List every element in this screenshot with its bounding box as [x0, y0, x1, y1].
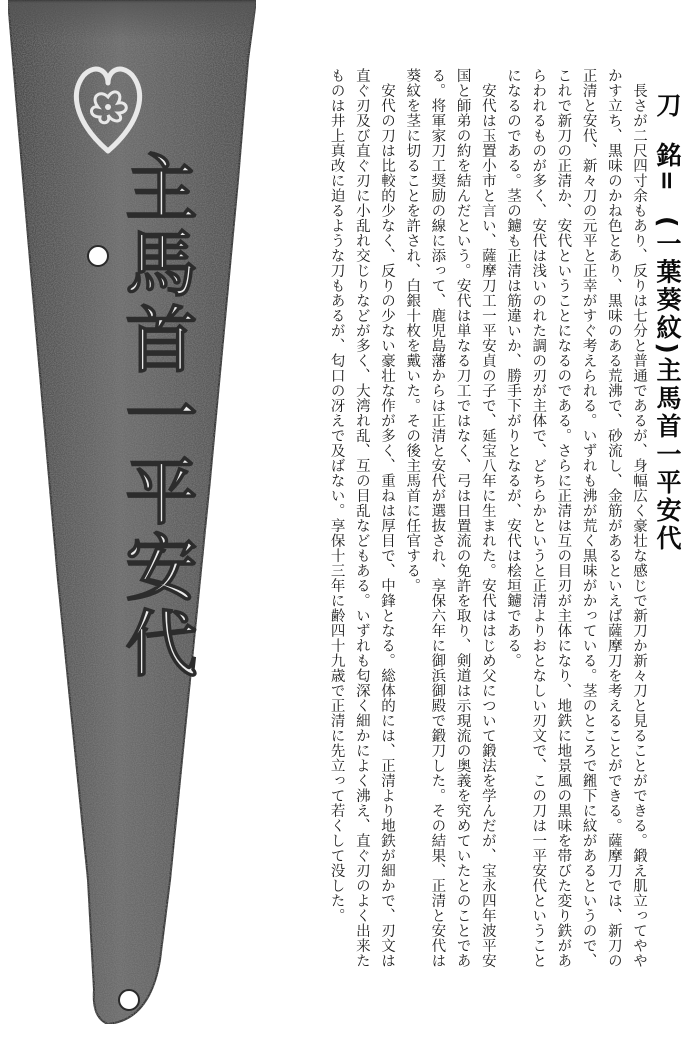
text-column: 安代の刀は比較的少なく、反りの少ない豪壮な作が多く、重ねは厚目で、中鋒となる。総体的には、正清より地鉄が細かで、刃文は [379, 68, 395, 968]
text-column: これで新刀の正清か、安代ということになるのである。さらに正清は互の目刃が主体になり、地鉄に地景風の黒味を帯びた変り鉄があ [555, 68, 572, 968]
article-title [655, 92, 680, 553]
text-column: る。将軍家刀工奨励の線に添って、鹿児島藩からは正清と安代が選抜され、享保六年に御浜御殿で鍛刀した。その結果、正清と安代は [429, 68, 446, 968]
title-smith: 主馬首一平安代 [653, 356, 682, 553]
text-column: ものは井上真改に迫るような刀もあるが、匂口の冴えで及ばない。享保十三年に齢四十九歳で正清に先立って若くして没した。 [328, 68, 345, 923]
title-crest: (一葉葵紋) [653, 215, 682, 357]
title-mei: 銘 [653, 142, 682, 170]
mekugi-hole-icon [119, 990, 139, 1010]
text-column: 安代は玉置小市と言い、薩摩刀工一平安貞の子で、延宝八年に生まれた。安代ははじめ父について鍛法を学んだが、宝永四年波平安 [479, 68, 496, 968]
mei-inscription: 主馬首一平安代 [113, 150, 199, 682]
text-column: 葵紋を茎に切ることを許され、白銀十枚を戴いた。その後主馬首に任官する。 [404, 68, 421, 593]
text-column: 国と師弟の約を結んだという。安代は単なる刀工ではなく、弓は日置流の免許を取り、剣道は示現流の奥義を究めていたとのことであ [454, 68, 471, 968]
text-column: かす立ち、黒味のかね色とあり、黒味のある荒沸で、砂流し、金筋があるといえば薩摩刀を考えることができる。薩摩刀では、新刀の [605, 68, 622, 968]
text-column: らわれるものが多く、安代は浅いのれた調の刃が主体で、どちらかというと正清よりおとなしい刃文で、この刀は一平安代ということ [530, 68, 547, 968]
title-blade-type: 刀 [653, 92, 682, 120]
sword-tang-image [0, 0, 330, 1050]
text-column: 直ぐ刃及び直ぐ刃に小乱れ交じりなどが多く、大湾れ乱、互の目乱などもある。いずれも匂深く細かによく沸え、直ぐ刃のよく出来た [353, 68, 370, 968]
mekugi-hole-icon [88, 246, 108, 266]
text-column: 長さが二尺四寸余もあり、反りは七分と普通であるが、身幅広く豪壮な感じで新刀か新々刀と見ることができる。鍛え肌立ってやや [631, 68, 647, 968]
title-equals: = [653, 170, 682, 194]
text-column: 正清と安代、新々刀の元平と正幸がすぐ考えられる。いずれも沸が荒く黒味がかっている。茎のところで鎺下に紋があるというので、 [580, 68, 597, 968]
text-column: になるのである。茎の鑢も正清は筋違いか、勝手下がりとなるが、安代は桧垣鑢である。 [505, 68, 521, 668]
